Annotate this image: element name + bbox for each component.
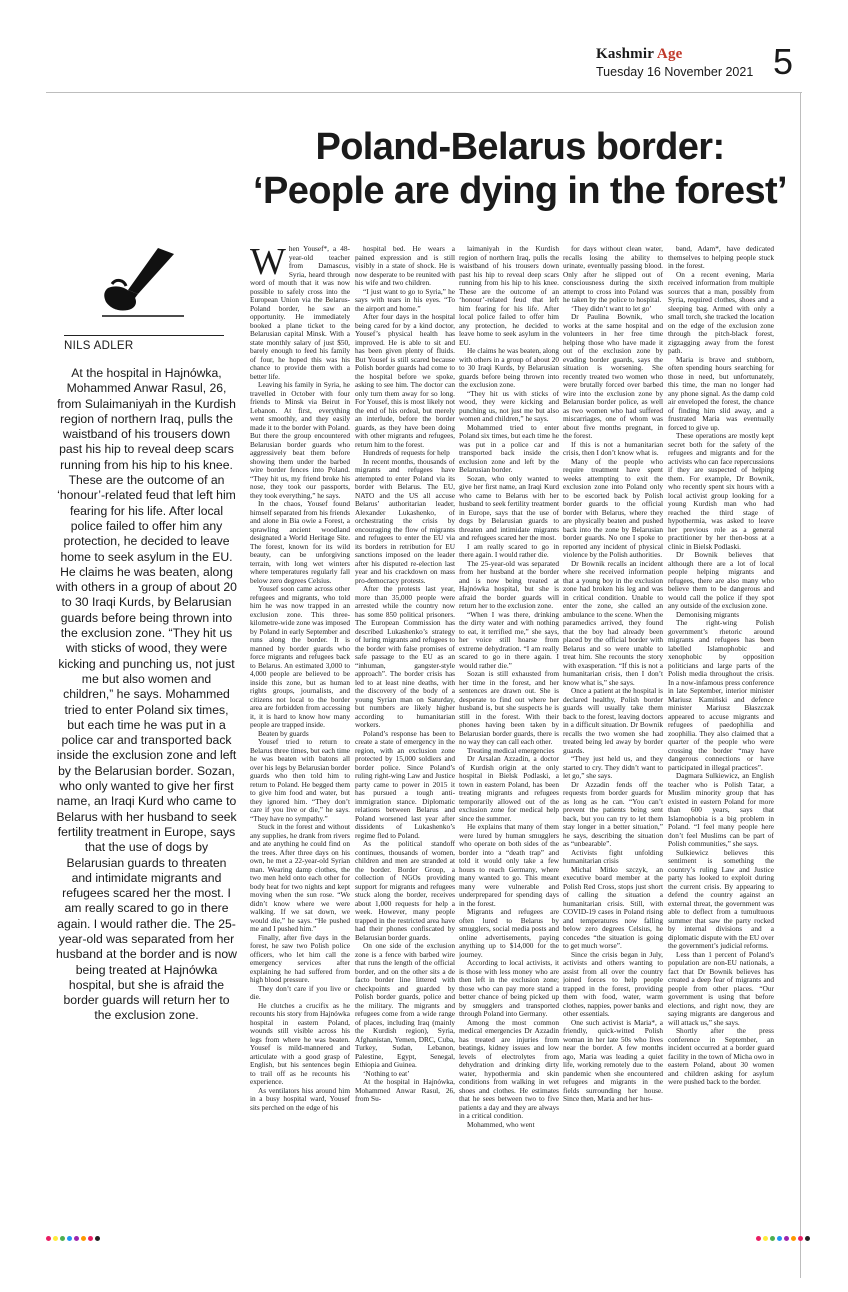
article-paragraph: Finally, after five days in the forest, he saw two Polish police officers, who let him call the emergency services after explaining he had suffered from high blood pressure.	[250, 932, 350, 984]
drop-cap: W	[250, 245, 286, 283]
decorative-dot	[798, 1236, 803, 1241]
footer-dots-right	[756, 1236, 810, 1244]
decorative-dot	[770, 1236, 775, 1241]
page-number: 5	[773, 41, 794, 82]
article-paragraph: He clutches a crucifix as he recounts his story from Hajnówka hospital in eastern Poland, wounds still visible across his legs from where he was beaten. Yousef is mild-mannered and articulate with a good grasp of English, but his sentences begin to trail off as he recounts his experience.	[250, 1000, 350, 1086]
article-paragraph: Sulkiewicz believes this sentiment is something the country’s ruling Law and Justice party has looked to exploit during the current crisis. By appearing to defend the country against an external threat, the government was able to deflect from a tumultuous summer that saw the party rocked by internal divisions and a diplomatic dispute with the EU over the government’s judicial reforms.	[668, 847, 774, 950]
article-paragraph: Sozan is still exhausted from her time in the forest, and her sentences are drawn out. She is desperate to find out where her husband is, but she suspects he is still in the forest. With their phones having been taken by Belarusian border guards, there is no way they can call each other.	[459, 669, 559, 746]
article-paragraph: The 25-year-old was separated from her husband at the border and is now being treated at Hajnówka hospital, but she is afraid the border guards will return her to the exclusion zone.	[459, 558, 559, 610]
article-paragraph: Yousef tried to return to Belarus three times, but each time he was beaten with batons all over his legs by Belarusian border guards who then told him to return to Poland. He begged them to give him food and water, but they ignored him. “They don’t care if you live or die,” he says. “They have no sympathy.”	[250, 737, 350, 823]
headline-line-2: ‘People are dying in the forest’	[252, 170, 788, 212]
decorative-dot	[777, 1236, 782, 1241]
newspaper-brand	[596, 46, 683, 63]
brand-suffix: Age	[656, 46, 683, 62]
article-paragraph: ‘They didn’t want to let go’	[571, 303, 652, 313]
article-paragraph: Maria is brave and stubborn, often spending hours searching for those in need, but unfortunately, this time, the man no longer had any phone signal. As the damp cold air enveloped the forest, the chance of finding him slid away, and a frustrated Maria was eventually forced to give up.	[668, 354, 774, 432]
article-paragraph: band, Adam*, have dedicated themselves to helping people stuck in the forest.	[668, 245, 774, 270]
article-paragraph: ‘Nothing to eat’	[363, 1068, 410, 1078]
article-paragraph: “They hit us with sticks of wood, they were kicking and punching us, not just me but also women and children,” he says.	[459, 388, 559, 423]
article-paragraph: Since the crisis began in July, activists and others wanting to assist from all over the country joined forces to help people trapped in the forest, providing them with food, water, warm clothes, nappies, power banks and other essentials.	[563, 949, 663, 1018]
decorative-dot	[763, 1236, 768, 1241]
article-column-4	[563, 245, 663, 1235]
decorative-dot	[88, 1236, 93, 1241]
article-headline	[240, 126, 800, 213]
article-paragraph: “They just held us, and they started to cry. They didn’t want to let go,” she says.	[563, 754, 663, 780]
article-paragraph: Among the most common medical emergencies Dr Azzadin has treated are injuries from beatings, kidney issues and low levels of electrolytes from dehydration and drinking dirty water, hypothermia and skin conditions from walking in wet shoes and clothes. He estimates that he sees between two to five patients a day and they are always in a critical condition.	[459, 1017, 559, 1120]
article-paragraph: Demonising migrants	[676, 609, 740, 619]
article-paragraph: After the protests last year, more than 35,000 people were arrested while the country now has some 850 political prisoners. The European Commission has described Lukashenko’s strategy of luring migrants and refugees to the border with false promises of safe passage to the EU as an “inhuman, gangster-style approach”. The border crisis has led to at least nine deaths, with the discovery of the body of a young Syrian man on Saturday, but numbers are likely higher according to humanitarian workers.	[355, 584, 455, 729]
hand-writing-pen-icon	[98, 244, 188, 324]
article-paragraph: In recent months, thousands of migrants and refugees have attempted to enter Poland via its border with Belarus. The EU, NATO and the US all accuse Belarus’ authoritarian leader, Alexander Lukashenko, of orchestrating the crisis by encouraging the flow of migrants and refugees to enter the EU via its borders in retribution for EU sanctions imposed on the leader after his disputed re-election last year and his crackdown on mass pro-democracy protests.	[355, 456, 455, 585]
article-column-5	[668, 245, 774, 1235]
article-paragraph: They don’t care if you live or die.	[250, 983, 350, 1001]
article-paragraph: He claims he was beaten, along with others in a group of about 20 to 30 Iraqi Kurds, by Belarusian guards before being thrown into the exclusion zone.	[459, 346, 559, 389]
article-paragraph: Beaten by guards	[258, 728, 309, 738]
article-paragraph: Shortly after the press conference in September, an incident occurred at a border guard facility in the town of Micha owo in eastern Poland, about 30 women and children asking for asylum were pushed back to the border.	[668, 1026, 774, 1086]
article-paragraph: As the political standoff continues, thousands of women, children and men are stranded at the border. Border Group, a collection of NGOs providing support for migrants and refugees stuck along the border, receives about 1,000 requests for help a week. However, many people trapped in the restricted area have had their phones confiscated by Belarusian border guards.	[355, 839, 455, 942]
article-paragraph: Mohammed tried to enter Poland six times, but each time he was put in a police car and transported back inside the exclusion zone and left by the Belarusian border.	[459, 422, 559, 474]
article-paragraph: I am really scared to go in there again. I would rather die.	[459, 541, 559, 559]
pull-quote: At the hospital in Hajnówka, Mohammed Anwar Rasul, 26, from Sulaimaniyah in the Kurdish region of northern Iraq, pulls the waistband of his trousers down past his hip to reveal deep scars running from his hip to his knee. These are the outcome of an ‘honour’-related feud that left him fearing for his life. After local police failed to offer him any protection, he decided to leave home to seek asylum in the EU. He claims he was beaten, along with others in a group of about 20 to 30 Iraqi Kurds, by Belarusian guards before being thrown into the exclusion zone. “They hit us with sticks of wood, they were kicking and punching us, not just me but also women and children,” he says. Mohammed tried to enter Poland six times, but each time he was put in a police car and transported back inside the exclusion zone and left by the Belarusian border. Sozan, who only wanted to give her first name, an Iraqi Kurd who came to Belarus with her husband to seek fertility treatment in Europe, says that the use of dogs by Belarusian guards to threaten and intimidate migrants and refugees scared her the most. I am really scared to go in there again. I would rather die. The 25-year-old was separated from her husband at the border and is now being treated at Hajnówka hospital, but she is afraid the border guards will return her to the exclusion zone.	[56, 366, 237, 1023]
article-paragraph: Dr Bownik believes that although there are a lot of local people helping migrants and refugees, there are also many who believe them to be dangerous and would call the police if they spot any outside of the exclusion zone.	[668, 550, 774, 610]
article-paragraph: At the hospital in Hajnówka, Mohammed Anwar Rasul, 26, from Su-	[355, 1077, 455, 1103]
decorative-dot	[805, 1236, 810, 1241]
article-paragraph: Mohammed, who went	[467, 1119, 535, 1129]
article-paragraph: These operations are mostly kept secret both for the safety of the refugees and migrants and for the activists who can face repercussions if they are suspected of helping them. For example, Dr Bownik, who recently spent six hours with a local activist group looking for a young Kurdish man who had reached the third stage of hypothermia, was asked to leave her previous role as a general practitioner by her then-boss at a clinic in Bielsk Podlaski.	[668, 431, 774, 551]
article-paragraph: He explains that many of them were lured by human smugglers who operate on both sides of the border into a “death trap” and told it would only take a few hours to reach Germany, where many wanted to go. This meant many were vulnerable and underprepared for spending days in the forest.	[459, 822, 559, 908]
headline-line-1: Poland-Belarus border:	[315, 126, 725, 168]
decorative-dot	[784, 1236, 789, 1241]
article-paragraph: Stuck in the forest and without any supplies, he drank from rivers and ate anything he could find on the trees. After three days on his own, he met a 22-year-old Syrian man. Wearing damp clothes, the two men held onto each other for body heat for two nights and kept moving when the sun rose. “We didn’t know where we were walking. If we sat down, we would die,” he says. “He pushed me and I pushed him.”	[250, 822, 350, 933]
article-paragraph: Dr Azzadin fends off the requests from border guards for as long as he can. “You can’t prevent the patients being sent back, but you can try to let them stay longer in a better situation,” he says, describing the situation as “unbearable”.	[563, 779, 663, 848]
article-paragraph: One such activist is Maria*, a friendly, quick-witted Polish woman in her late 50s who lives near the border. A few months ago, Maria was leading a quiet life, working remotely due to the pandemic when she encountered refugees and migrants in the fields surrounding her house. Since then, Maria and her hus-	[563, 1017, 663, 1103]
article-paragraph: The right-wing Polish government’s rhetoric around migrants and refugees has been labelled Islamophobic and xenophobic by opposition politicians and large parts of the Polish media throughout the crisis. In a now-infamous press conference in late September, interior minister Mariusz Kamiński and defence minister Mariusz Błaszczak appeared to accuse migrants and refugees of paedophilia and zoophilia. They also claimed that a quarter of the people who were crossing the border “may have dangerous connections or have participated in illegal practices”.	[668, 618, 774, 772]
article-paragraph: Migrants and refugees are often lured to Belarus by smugglers, social media posts and online advertisements, paying anything up to $14,000 for the journey.	[459, 907, 559, 959]
article-paragraph: According to local activists, it is those with less money who are then left in the exclusion zone; those who can pay more stand a better chance of being picked up by smugglers and transported through Poland into Germany.	[459, 958, 559, 1018]
article-paragraph: hen Yousef*, a 48-year-old teacher from Damascus, Syria, heard through word of mouth that it was now possible to safely cross into the European Union via the Belarus-Poland border, he saw an opportunity. He immediately booked a plane ticket to the Belarusian capital Minsk. With a state monthly salary of just $50, barely enough to feed his family of four, he hoped this was his chance to provide them with a better life.	[250, 245, 350, 381]
article-paragraph: Dagmara Sulkiewicz, an English teacher who is Polish Tatar, a Muslim minority group that has existed in eastern Poland for more than 600 years, says that Islamophobia is a big problem in Poland. “I feel many people here don’t feel Muslims can be part of Polish communities,” she says.	[668, 771, 774, 848]
issue-date: Tuesday 16 November 2021	[596, 65, 754, 79]
article-column-3	[459, 245, 559, 1235]
article-paragraph: Dr Bownik recalls an incident where she received information that a young boy in the exclusion zone had broken his leg and was in critical condition. Unable to enter the zone, she called an ambulance to the scene. When the paramedics arrived, they found that the boy had already been placed by the official border with Belarus and so were unable to treat him. She recounts the story with exasperation. “If this is not a humanitarian crisis, then I don’t know what is,” she says.	[563, 558, 663, 687]
byline: NILS ADLER	[64, 335, 224, 352]
article-paragraph: Treating medical emergencies	[467, 745, 555, 755]
decorative-dot	[67, 1236, 72, 1241]
decorative-dot	[756, 1236, 761, 1241]
article-paragraph: Poland’s response has been to create a state of emergency in the region, with an exclusion zone protected by 15,000 soldiers and border police. Since Poland’s ruling right-wing Law and Justice party came to power in 2015 it has pursued a tough anti-immigration stance. Diplomatic relations between Belarus and Poland worsened last year after dissidents of Lukashenko’s regime fled to Poland.	[355, 728, 455, 840]
article-paragraph: “I just want to go to Syria,” he says with tears in his eyes. “To the airport and home.”	[355, 286, 455, 313]
decorative-dot	[53, 1236, 58, 1241]
article-paragraph: On a recent evening, Maria received information from multiple sources that a man, possibly from Syria, required clothes, shoes and a sleeping bag. Armed with only a small torch, she tracked the location on the edge of the exclusion zone through the pitch-black forest, zigzagging away from the forest path.	[668, 269, 774, 355]
article-paragraph: laimaniyah in the Kurdish region of northern Iraq, pulls the waistband of his trousers down past his hip to reveal deep scars running from his hip to his knee. These are the outcome of an ‘honour’-related feud that left him fearing for his life. After local police failed to offer him any protection, he decided to leave home to seek asylum in the EU.	[459, 245, 559, 347]
article-paragraph: “When I was there, drinking the dirty water and with nothing to eat, it terrified me,” she says, her voice still hoarse from extreme dehydration. “I am really scared to go in there again. I would rather die.”	[459, 609, 559, 670]
article-paragraph: Less than 1 percent of Poland’s population are non-EU nationals, a fact that Dr Bownik believes has created a deep fear of migrants and people from other places. “Our government is using that before elections, and right now, they are saying migrants are dangerous and will attack us,” she says.	[668, 949, 774, 1027]
article-paragraph: Yousef soon came across other refugees and migrants, who told him he was now trapped in an exclusion zone. This three-kilometre-wide zone was imposed by Poland in early September and runs along the border. It is manned by border guards who force migrants and refugees back to Belarus. An estimated 3,000 to 4,000 people are believed to be inside this zone, but as human rights groups, journalists, and citizens not local to the border area are forbidden from accessing it, it is hard to know how many people are trapped inside.	[250, 584, 350, 729]
article-paragraph: Once a patient at the hospital is declared healthy, Polish border guards will usually take them back to the forest, leaving doctors in a difficult situation. Dr Bownik recalls the two women she had treated being led away by border guards.	[563, 686, 663, 755]
article-paragraph: Dr Arsalan Azzadin, a doctor of Kurdish origin at the only hospital in Bielsk Podlaski, a town in eastern Poland, has been treating migrants and refugees temporarily allowed out of the exclusion zone for medical help since the summer.	[459, 754, 559, 823]
decorative-dot	[81, 1236, 86, 1241]
article-paragraph: If this is not a humanitarian crisis, then I don’t know what is.	[563, 439, 663, 457]
article-paragraph: Hundreds of requests for help	[363, 448, 450, 457]
article-column-2	[355, 245, 455, 1235]
decorative-dot	[95, 1236, 100, 1241]
article-paragraph: Sozan, who only wanted to give her first name, an Iraqi Kurd who came to Belarus with her husband to seek fertility treatment in Europe, says that the use of dogs by Belarusian guards to threaten and intimidate migrants and refugees scared her the most.	[459, 473, 559, 542]
sidebar	[46, 240, 237, 1280]
article-paragraph: Many of the people who require treatment have spent weeks attempting to exit the exclusion zone into Poland only to be escorted back by Polish border guards to the official border with Belarus, where they are physically beaten and pushed back into the zone by Belarusian border guards. No one I spoke to reported any incident of physical violence by the Polish authorities.	[563, 456, 663, 559]
article-paragraph: As ventilators hiss around him in a busy hospital ward, Yousef sits perched on the edge of his	[250, 1085, 350, 1112]
decorative-dot	[791, 1236, 796, 1241]
decorative-dot	[46, 1236, 51, 1241]
decorative-dot	[74, 1236, 79, 1241]
article-paragraph: Dr Paulina Bownik, who works at the same hospital and volunteers in her free time helping those who have made it out of the exclusion zone by evading border guards, says the situation is worsening. She recently treated two women who were brutally forced over barbed wire into the exclusion zone by Belarusian border police, as well as two women who had suffered miscarriages, one of whom was about five months pregnant, in the forest.	[563, 312, 663, 440]
footer-dots-left	[46, 1236, 100, 1244]
article-paragraph: Activists fight unfolding humanitarian crisis	[563, 847, 663, 865]
decorative-dot	[60, 1236, 65, 1241]
article-paragraph: On one side of the exclusion zone is a fence with barbed wire that runs the length of the official border, and on the other sits a de facto border line littered with checkpoints and guarded by Polish border guards, police and the military. The migrants and refugees come from a wide range of places, including Iraq (mainly the Kurdish region), Syria, Afghanistan, Yemen, DRC, Cuba, Turkey, Sudan, Lebanon, Palestine, Egypt, Senegal, Ethiopia and Guinea.	[355, 941, 455, 1069]
article-paragraph: for days without clean water, recalls losing the ability to urinate, eventually passing blood. Only after he slipped out of consciousness during the sixth attempt to cross into Poland was he taken by the police to hospital.	[563, 245, 663, 304]
article-paragraph: Michal Mitko szczyk, an executive board member at the Polish Red Cross, stops just short of calling the situation a humanitarian crisis. Still, with COVID-19 cases in Poland rising and temperatures now falling below zero degrees Celsius, he concedes “the situation is going to get much worse”.	[563, 864, 663, 950]
article-paragraph: Leaving his family in Syria, he travelled in October with four friends to Minsk via Beirut in Lebanon. At first, everything went smoothly, and they easily made it to the border with Poland. But there the group encountered Belarusian border guards who aggressively beat them before showing them under the barbed wire border fences into Poland. “They hit us, my friend broke his nose, they took our passports, they took everything,” he says.	[250, 380, 350, 500]
article-column-1	[250, 245, 350, 1235]
article-paragraph: In the chaos, Yousef found himself separated from his friends and alone in Bia owie a Forest, a sprawling ancient woodland designated a World Heritage Site. The forest, known for its wild beauty, can be unforgiving terrain, with long wet winters where temperatures regularly fall below zero degrees Celsius.	[250, 499, 350, 585]
article-paragraph: hospital bed. He wears a pained expression and is still visibly in a state of shock. He is now desperate to be reunited with his wife and two children.	[355, 245, 455, 287]
article-paragraph: After four days in the hospital being cared for by a kind doctor, Yousef’s physical health has improved. He is able to sit and has been given plenty of fluids. But Yousef is still scared because Polish border guards had come to the hospital before we spoke, asking to see him. The doctor can only turn them away for so long. For Yousef, this is most likely not the end of his ordeal, but merely an interlude, before the border guards, as they have been doing with other migrants and refugees, return him to the forest.	[355, 312, 455, 449]
brand-prefix: Kashmir	[596, 46, 657, 62]
